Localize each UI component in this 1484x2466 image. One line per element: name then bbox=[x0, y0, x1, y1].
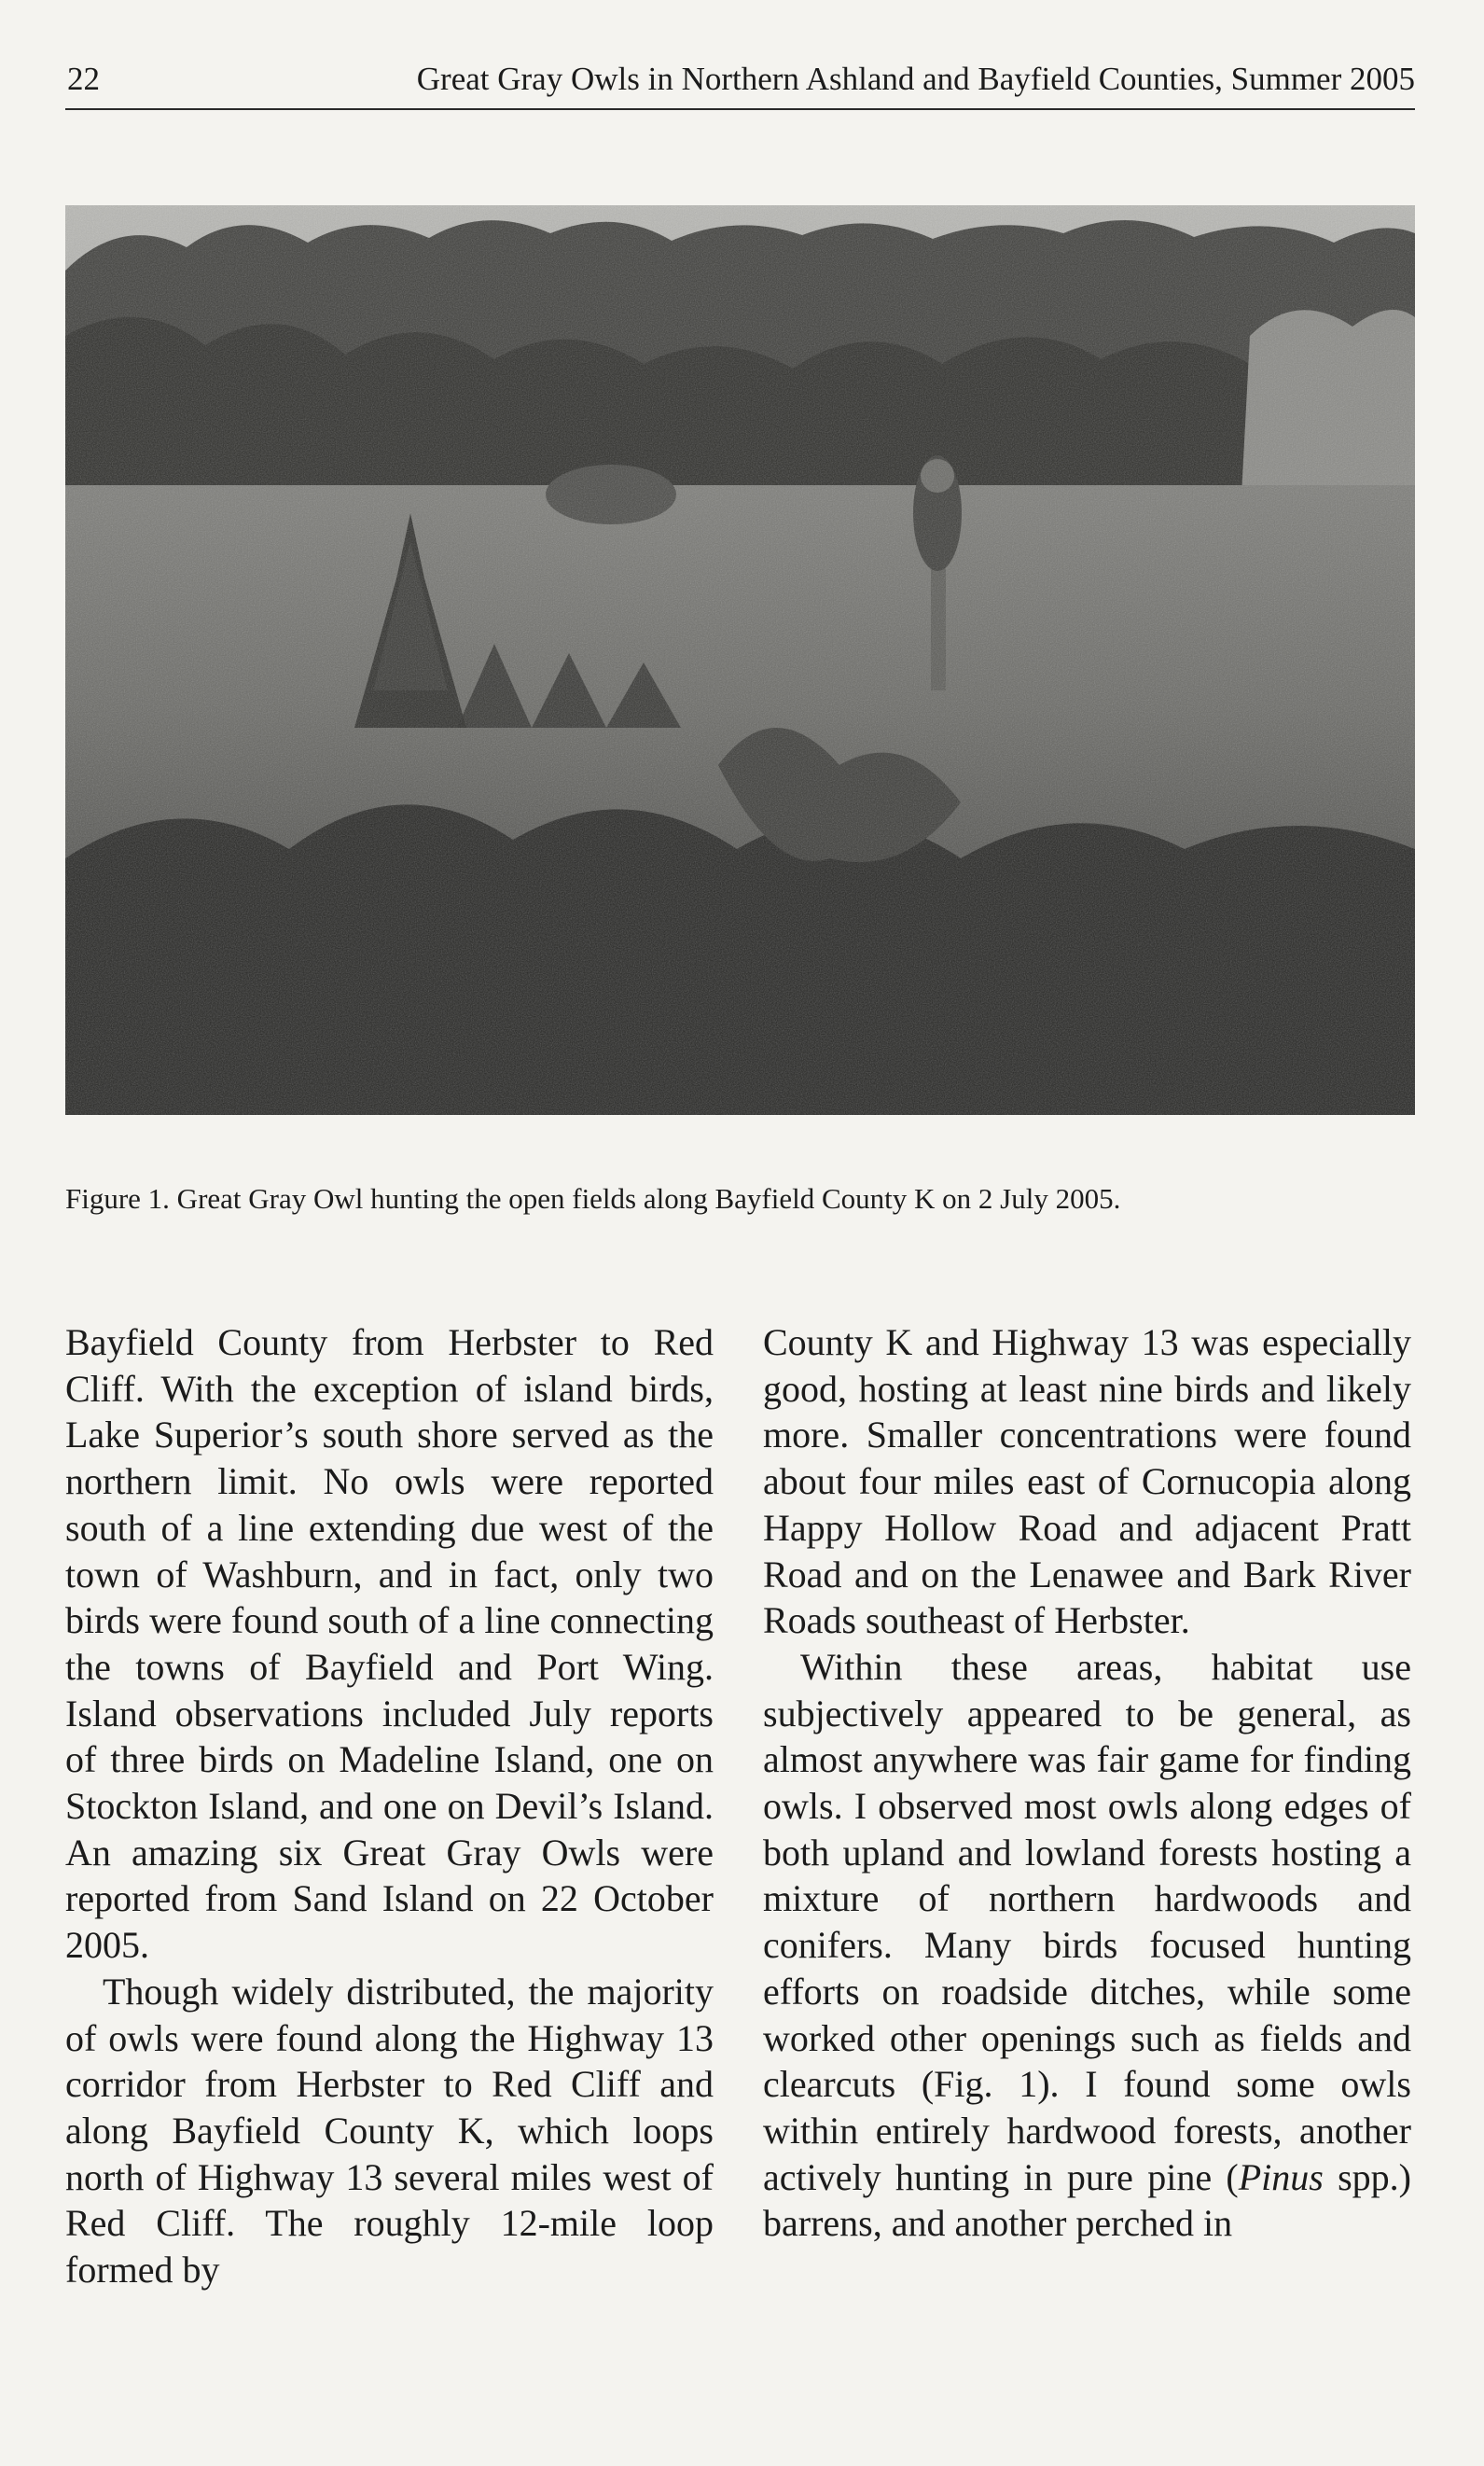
right-paragraph-2 bbox=[763, 1644, 1411, 2247]
right-column bbox=[763, 1319, 1411, 2247]
page-number: 22 bbox=[67, 61, 100, 97]
running-head bbox=[65, 60, 1415, 110]
right-paragraph-1: County K and Highway 13 was especially good, hosting at least nine birds and likely more. Smaller concentrations were found about four miles east of Cornucopia along Happy Hollow Road and adjacent Pratt Road and on the Lenawee and Bark River Roads southeast of Herbster. bbox=[763, 1321, 1411, 1642]
left-column bbox=[65, 1319, 714, 2293]
left-paragraph-2: Though widely distributed, the majority of owls were found along the Highway 13 corridor from Herbster to Red Cliff and along Bayfield County K, which loops north of Highway 13 several miles west of Red Cliff. The roughly 12-mile loop formed by bbox=[65, 1970, 714, 2292]
figure-caption: Figure 1. Great Gray Owl hunting the open fields along Bayfield County K on 2 July 2005. bbox=[65, 1182, 1121, 1215]
figure-photo bbox=[65, 205, 1415, 1115]
left-paragraph-1: Bayfield County from Herbster to Red Cliff. With the exception of island birds, Lake Superior’s south shore served as the northern limit. No owls were reported south of a line extending due west of the town of Washburn, and in fact, only two birds were found south of a line connecting the towns of Bayfield and Port Wing. Island observations included July reports of three birds on Madeline Island, one on Stockton Island, and one on Devil’s Island. An amazing six Great Gray Owls were reported from Sand Island on 22 October 2005. bbox=[65, 1321, 714, 1967]
genus-name: Pinus bbox=[1238, 2155, 1324, 2198]
right-paragraph-2-text: Within these areas, habitat use subjectively appeared to be general, as almost anywhere was fair game for finding owls. I observed most owls along edges of both upland and lowland forests hosting a mixture of northern hardwoods and conifers. Many birds focused hunting efforts on roadside ditches, while some worked other openings such as fields and clearcuts (Fig. 1). I found some owls within entirely hardwood forests, another actively hunting in pure pine ( bbox=[763, 1645, 1411, 2198]
right-paragraph-2-end: spp.) barrens, and another perched in bbox=[763, 2155, 1411, 2245]
running-title: Great Gray Owls in Northern Ashland and Bayfield Counties, Summer 2005 bbox=[416, 61, 1415, 97]
owl-field-photo bbox=[65, 205, 1415, 1115]
